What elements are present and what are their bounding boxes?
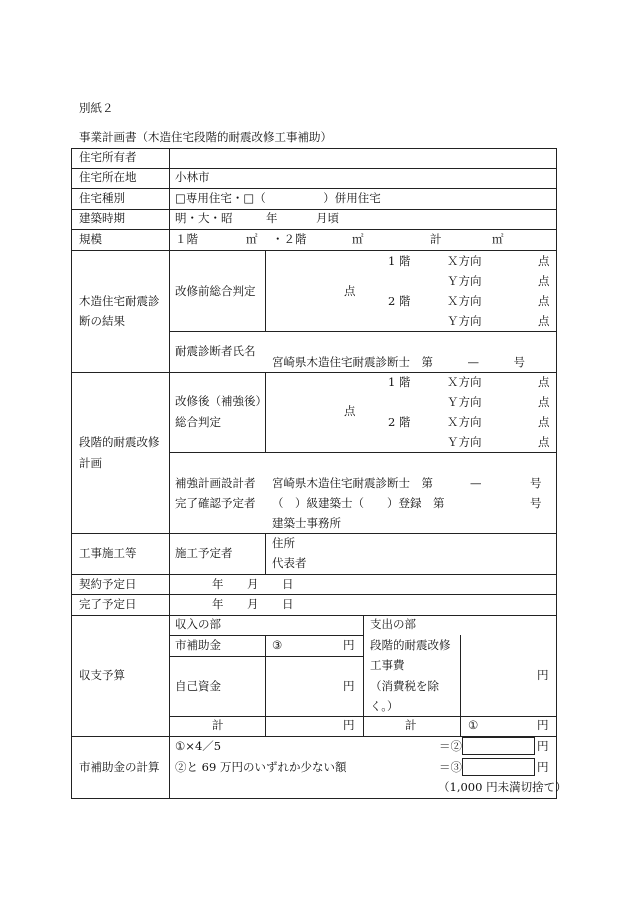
- calc-result-3-input[interactable]: [462, 758, 535, 776]
- completion-year: 年: [212, 597, 224, 611]
- city-subsidy-ref: ③: [272, 638, 283, 652]
- designer-line1[interactable]: 宮崎県木造住宅耐震診断士 第: [272, 476, 433, 490]
- attachment-label: 別紙２: [79, 101, 114, 115]
- calc-line1-eq: ＝②: [439, 739, 462, 753]
- contract-month: 月: [247, 577, 259, 591]
- contractor-label: 施工予定者: [175, 546, 233, 560]
- after-f1-y-unit: 点: [538, 395, 550, 409]
- construction-label: 工事施工等: [79, 546, 137, 560]
- before-floor2: 2 階: [388, 294, 411, 308]
- self-funds-label: 自己資金: [175, 679, 221, 693]
- diagnoser-label: 耐震診断者氏名: [175, 344, 256, 358]
- after-f2-x: Ｘ方向: [447, 415, 482, 429]
- scale-floor2: ・２階: [272, 232, 307, 246]
- after-f2-y: Ｙ方向: [447, 435, 482, 449]
- calc-label: 市補助金の計算: [79, 760, 160, 774]
- expense-total-yen: 円: [537, 718, 549, 732]
- designer-line3: 建築士事務所: [272, 516, 341, 530]
- calc-line1-yen: 円: [537, 739, 549, 753]
- before-f1-y-unit: 点: [538, 274, 550, 288]
- plan-section-label-2: 計画: [79, 456, 102, 470]
- scale-total: 計: [430, 232, 442, 246]
- budget-label: 収支予算: [79, 668, 125, 682]
- after-judgment-label-1: 改修後（補強後）: [175, 394, 267, 408]
- scale-unit-3: ㎡: [492, 232, 504, 246]
- plan-section-label-1: 段階的耐震改修: [79, 435, 160, 449]
- expense-total-label: 計: [405, 718, 417, 732]
- built-month-unit: 月頃: [316, 211, 339, 225]
- contractor-address[interactable]: 住所: [272, 536, 295, 550]
- city-subsidy-label: 市補助金: [175, 638, 221, 652]
- contract-date-label: 契約予定日: [79, 577, 137, 591]
- after-f1-y: Ｙ方向: [447, 395, 482, 409]
- after-floor1: 1 階: [388, 375, 411, 389]
- location-value[interactable]: 小林市: [175, 170, 210, 184]
- expense-header: 支出の部: [370, 617, 416, 631]
- diagnoser-value[interactable]: 宮崎県木造住宅耐震診断士 第 — 号: [272, 355, 525, 369]
- before-floor1: 1 階: [388, 254, 411, 268]
- before-f1-y: Ｙ方向: [447, 274, 482, 288]
- after-floor2: 2 階: [388, 415, 411, 429]
- before-f2-y-unit: 点: [538, 314, 550, 328]
- diagnosis-section-label-1: 木造住宅耐震診: [79, 294, 160, 308]
- income-total-label: 計: [212, 718, 224, 732]
- after-f2-y-unit: 点: [538, 435, 550, 449]
- expense-total-ref: ①: [468, 718, 479, 732]
- after-f1-x: Ｘ方向: [447, 375, 482, 389]
- expense-item-2: 工事費: [370, 658, 405, 672]
- before-f1-x: Ｘ方向: [447, 254, 482, 268]
- built-period-label: 建築時期: [79, 211, 125, 225]
- diagnosis-section-label-2: 断の結果: [79, 314, 125, 328]
- scale-unit-2: ㎡: [352, 232, 364, 246]
- contractor-representative[interactable]: 代表者: [272, 556, 307, 570]
- calc-line2-yen: 円: [537, 760, 549, 774]
- contract-year: 年: [212, 577, 224, 591]
- income-header: 収入の部: [175, 617, 221, 631]
- after-judgment-label-2: 総合判定: [175, 415, 221, 429]
- completion-date-label: 完了予定日: [79, 597, 137, 611]
- expense-item-4: く。）: [370, 699, 399, 713]
- designer-line2[interactable]: （ ）級建築士（ ）登録 第: [272, 496, 445, 510]
- before-f2-x-unit: 点: [538, 294, 550, 308]
- form-title: 事業計画書（木造住宅段階的耐震改修工事補助）: [79, 130, 332, 144]
- after-f2-x-unit: 点: [538, 415, 550, 429]
- scale-unit-1: ㎡: [246, 232, 258, 246]
- designer-line1-dash: —: [470, 476, 482, 490]
- calc-result-2-input[interactable]: [462, 737, 535, 755]
- designer-label-1: 補強計画設計者: [175, 476, 256, 490]
- self-funds-yen: 円: [343, 679, 355, 693]
- expense-yen: 円: [537, 668, 549, 682]
- before-judgment-label: 改修前総合判定: [175, 284, 256, 298]
- calc-line2: ②と 69 万円のいずれか少ない額: [175, 760, 347, 774]
- calc-line2-eq: ＝③: [439, 760, 462, 774]
- expense-item-1: 段階的耐震改修: [370, 638, 451, 652]
- before-f1-x-unit: 点: [538, 254, 550, 268]
- after-points-unit: 点: [344, 404, 356, 418]
- housing-type-options[interactable]: □専用住宅・□（ ）併用住宅: [175, 191, 381, 205]
- completion-day: 日: [282, 597, 294, 611]
- calc-line1: ①×4／5: [175, 739, 222, 753]
- expense-item-3: （消費税を除: [370, 679, 439, 693]
- completion-month: 月: [247, 597, 259, 611]
- designer-line1-end: 号: [530, 476, 542, 490]
- scale-floor1: １階: [175, 232, 198, 246]
- scale-label: 規模: [79, 232, 102, 246]
- built-year-unit: 年: [266, 211, 278, 225]
- city-subsidy-yen: 円: [343, 638, 355, 652]
- income-total-yen: 円: [343, 718, 355, 732]
- contract-day: 日: [282, 577, 294, 591]
- calc-rounding-note: （1,000 円未満切捨て）: [438, 780, 567, 794]
- before-points-unit: 点: [344, 284, 356, 298]
- before-f2-y: Ｙ方向: [447, 314, 482, 328]
- designer-line2-end: 号: [530, 496, 542, 510]
- housing-type-label: 住宅種別: [79, 191, 125, 205]
- designer-label-2: 完了確認予定者: [175, 496, 256, 510]
- location-label: 住宅所在地: [79, 170, 137, 184]
- before-f2-x: Ｘ方向: [447, 294, 482, 308]
- built-era-options[interactable]: 明・大・昭: [175, 211, 233, 225]
- owner-label: 住宅所有者: [79, 150, 137, 164]
- after-f1-x-unit: 点: [538, 375, 550, 389]
